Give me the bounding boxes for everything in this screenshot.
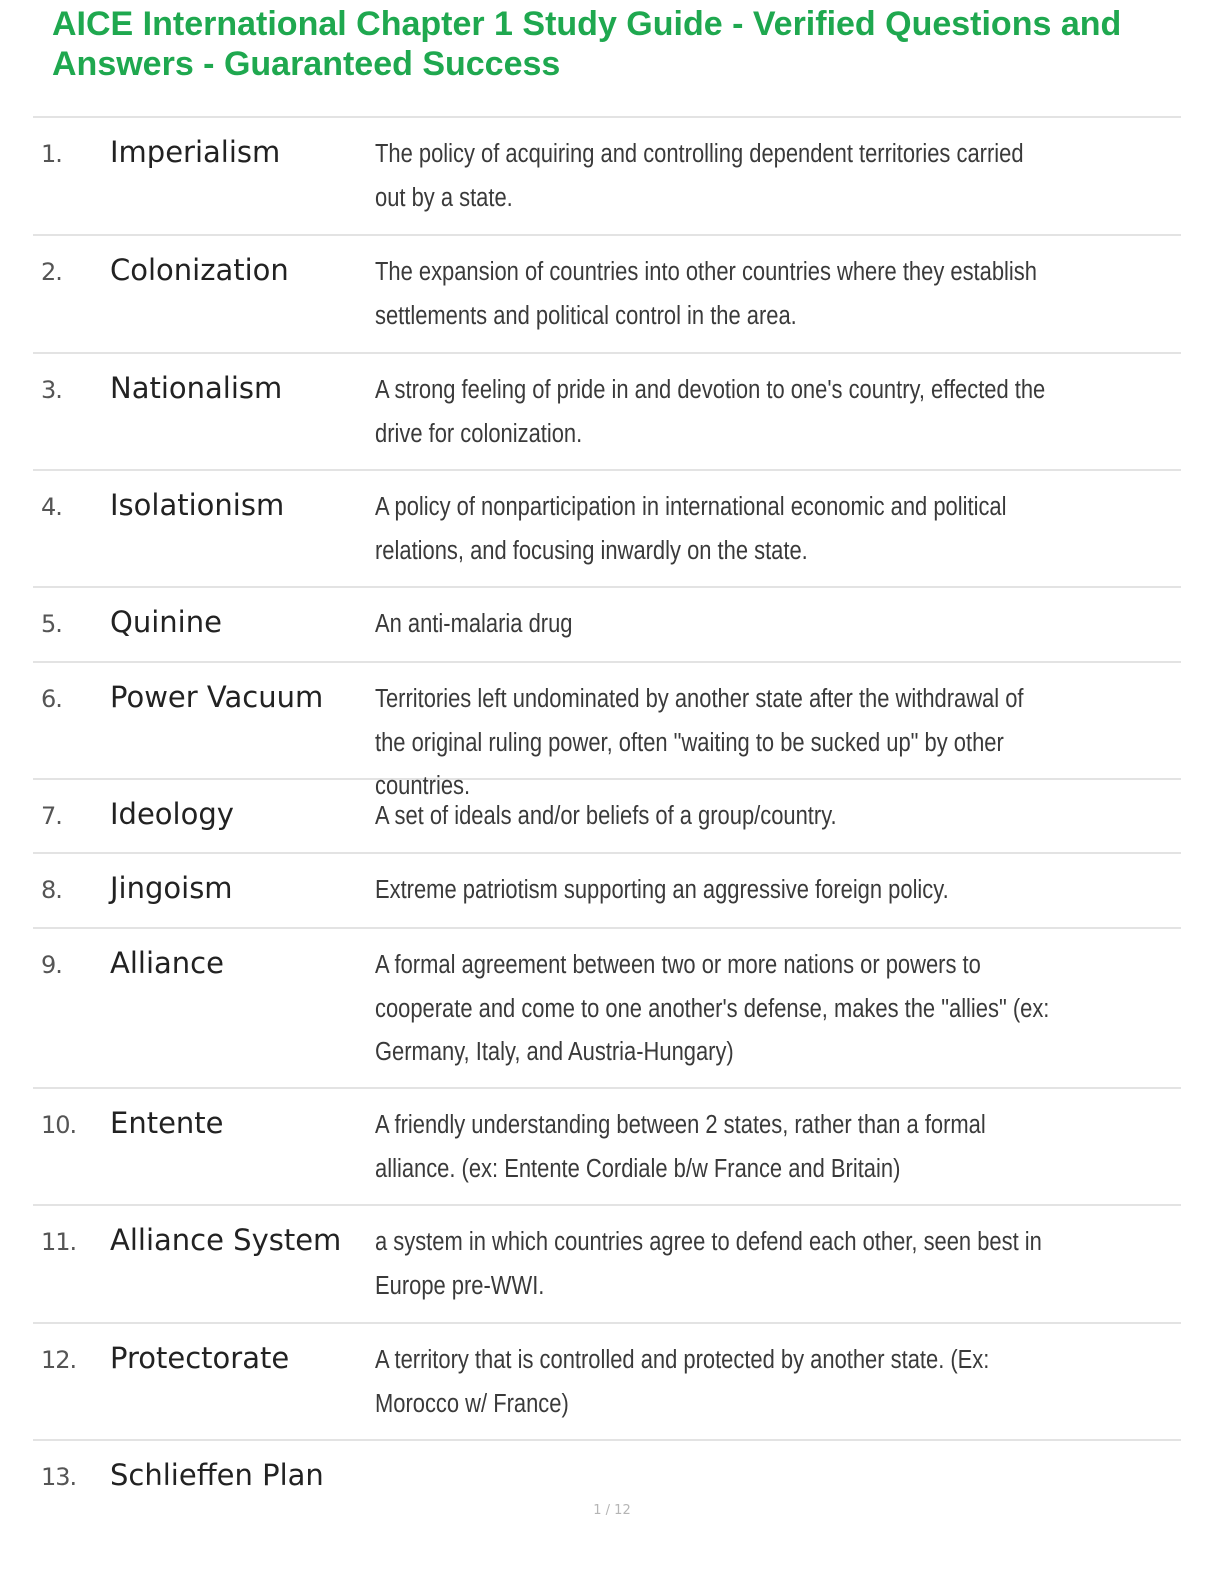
table-row	[33, 1324, 1181, 1441]
table-row	[33, 236, 1181, 354]
term-definition: The expansion of countries into other countries where they establish settlements and political control in the area.	[375, 258, 1037, 330]
term-name: Alliance	[110, 946, 224, 980]
page-title: AICE International Chapter 1 Study Guide - Verified Questions and Answers - Guaranteed Success	[52, 5, 1122, 83]
term-number: 1.	[41, 140, 62, 168]
term-number: 5.	[41, 610, 62, 638]
term-number: 6.	[41, 685, 62, 713]
term-definition: A territory that is controlled and protected by another state. (Ex: Morocco w/ France)	[375, 1346, 990, 1418]
term-number: 2.	[41, 258, 62, 286]
table-row	[33, 354, 1181, 471]
term-number: 10.	[41, 1111, 77, 1139]
term-name: Nationalism	[110, 371, 283, 405]
term-number: 8.	[41, 876, 62, 904]
term-definition: A policy of nonparticipation in international economic and political relations, and focusing inwardly on the state.	[375, 493, 1007, 565]
term-definition: a system in which countries agree to defend each other, seen best in Europe pre-WWI.	[375, 1228, 1042, 1300]
term-definition: An anti-malaria drug	[375, 610, 573, 638]
term-name: Ideology	[110, 797, 234, 831]
term-name: Schlieffen Plan	[110, 1458, 324, 1492]
term-definition: A strong feeling of pride in and devotion to one's country, effected the drive for colonization.	[375, 376, 1046, 448]
term-name: Power Vacuum	[110, 680, 324, 714]
term-definition: A friendly understanding between 2 states, rather than a formal alliance. (ex: Entente Cordiale b/w France and Britain)	[375, 1111, 986, 1183]
term-number: 4.	[41, 493, 62, 521]
term-name: Isolationism	[110, 488, 285, 522]
table-row	[33, 471, 1181, 588]
table-row	[33, 1206, 1181, 1324]
term-definition: A formal agreement between two or more nations or powers to cooperate and come to one another's defense, makes the "allies" (ex: Germany, Italy, and Austria-Hungary)	[375, 951, 1050, 1066]
table-row	[33, 929, 1181, 1089]
term-name: Alliance System	[110, 1223, 342, 1257]
table-row	[33, 588, 1181, 663]
term-name: Jingoism	[110, 871, 233, 905]
term-number: 13.	[41, 1463, 77, 1491]
term-definition: Territories left undominated by another state after the withdrawal of the original ruling power, often "waiting to be sucked up" by other countries.	[375, 685, 1024, 800]
term-definition: The policy of acquiring and controlling dependent territories carried out by a state.	[375, 140, 1024, 212]
table-row	[33, 854, 1181, 929]
terms-table	[33, 116, 1181, 1511]
term-name: Entente	[110, 1106, 224, 1140]
term-definition: A set of ideals and/or beliefs of a group/country.	[375, 802, 837, 830]
table-row	[33, 1089, 1181, 1206]
term-name: Protectorate	[110, 1341, 290, 1375]
table-row	[33, 118, 1181, 236]
term-name: Quinine	[110, 605, 222, 639]
term-number: 3.	[41, 376, 62, 404]
term-number: 12.	[41, 1346, 77, 1374]
table-row	[33, 663, 1181, 800]
term-name: Imperialism	[110, 135, 281, 169]
table-row	[33, 1441, 1181, 1511]
term-number: 7.	[41, 802, 62, 830]
term-name: Colonization	[110, 253, 289, 287]
page-indicator: 1 / 12	[593, 1503, 631, 1518]
term-number: 9.	[41, 951, 62, 979]
term-definition: Extreme patriotism supporting an aggressive foreign policy.	[375, 876, 949, 904]
term-number: 11.	[41, 1228, 77, 1256]
